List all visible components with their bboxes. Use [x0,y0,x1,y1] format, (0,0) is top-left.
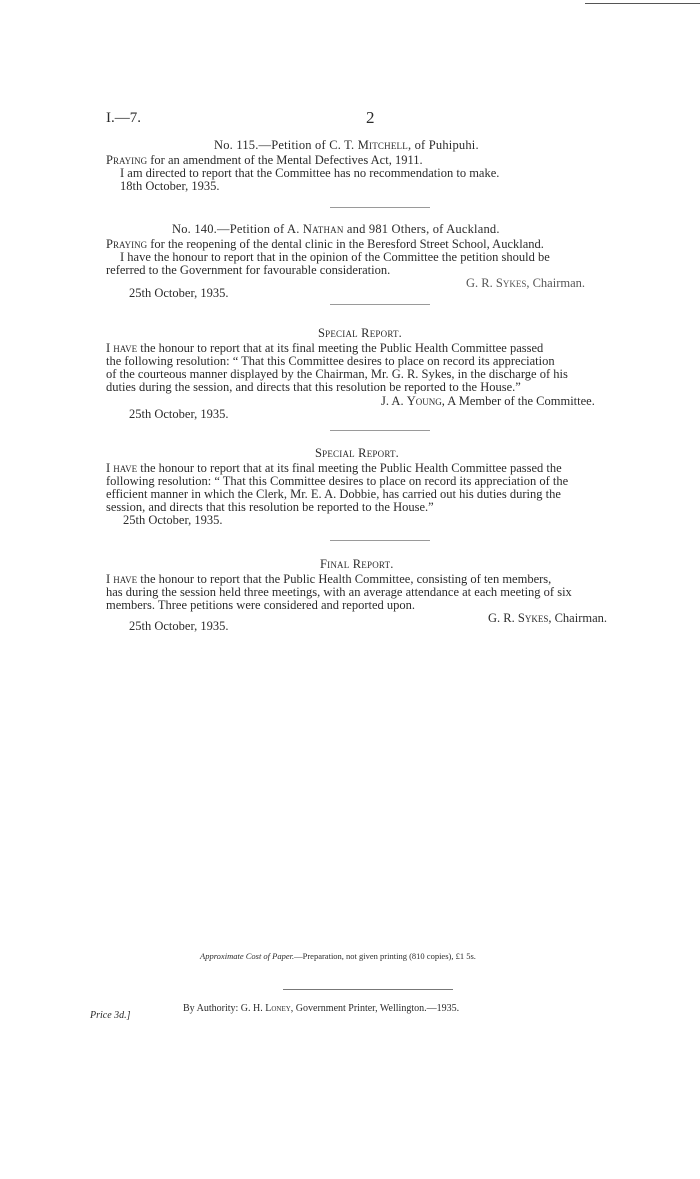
special-report-2-line-2: following resolution: “ That this Committee desires to place on record its appreciation of the [106,474,569,488]
special-report-2-line-1: I have the honour to report that at its final meeting the Public Health Committee passed the [106,461,562,475]
petition-115-title: No. 115.—Petition of C. T. Mitchell, of Puhipuhi. [214,138,479,152]
special-report-1-line-4: duties during the session, and directs that this resolution be reported to the House.” [106,380,521,394]
special-report-1-signature: J. A. Young, A Member of the Committee. [381,394,595,408]
printer-authority-line: By Authority: G. H. Loney, Government Printer, Wellington.—1935. [183,1003,460,1014]
section-divider [330,207,430,208]
final-report-line-3: members. Three petitions were considered and reported upon. [106,598,416,612]
petition-140-report-line-2: referred to the Government for favourable consideration. [106,263,391,277]
petitioner-name: Mitchell [357,138,408,152]
section-divider [330,540,430,541]
special-report-2-date: 25th October, 1935. [123,513,223,527]
special-report-1-line-2: the following resolution: “ That this Committee desires to place on record its appreciation [106,354,555,368]
final-report-heading: Final Report. [320,557,394,571]
paper-reference: I.—7. [106,110,141,126]
special-report-1-heading: Special Report. [318,326,403,340]
special-report-2-line-4: session, and directs that this resolution be reported to the House.” [106,500,434,514]
price-label: Price 3d.] [90,1010,131,1021]
special-report-1-date: 25th October, 1935. [129,407,229,421]
footer-divider [283,989,453,990]
special-report-2-line-3: efficient manner in which the Clerk, Mr. E. A. Dobbie, has carried out his duties during the [106,487,561,501]
cost-of-paper-note: Approximate Cost of Paper.—Preparation, not given printing (810 copies), £1 5s. [200,951,476,961]
petition-140-report-line-1: I have the honour to report that in the opinion of the Committee the petition should be [120,250,550,264]
special-report-1-line-3: of the courteous manner displayed by the Chairman, Mr. G. R. Sykes, in the discharge of his [106,367,568,381]
petition-115-report: I am directed to report that the Committee has no recommendation to make. [120,166,500,180]
petitioner-name: Nathan [302,222,344,236]
petition-140-praying: Praying for the reopening of the dental clinic in the Beresford Street School, Auckland. [106,237,544,251]
final-report-signature: G. R. Sykes, Chairman. [488,611,608,625]
final-report-line-1: I have the honour to report that the Public Health Committee, consisting of ten members, [106,572,552,586]
petition-140-title: No. 140.—Petition of A. Nathan and 981 Others, of Auckland. [172,222,500,236]
final-report-date: 25th October, 1935. [129,619,229,633]
petition-140-signature: G. R. Sykes, Chairman. [466,276,586,290]
section-divider [330,304,430,305]
final-report-line-2: has during the session held three meetings, with an average attendance at each meeting of six [106,585,572,599]
special-report-2-heading: Special Report. [315,446,400,460]
petition-115-date: 18th October, 1935. [120,179,220,193]
top-edge-rule [585,3,700,4]
petition-115-praying: Praying for an amendment of the Mental Defectives Act, 1911. [106,153,423,167]
special-report-1-line-1: I have the honour to report that at its final meeting the Public Health Committee passed [106,341,544,355]
petition-140-date: 25th October, 1935. [129,286,229,300]
page-number: 2 [366,108,375,127]
section-divider [330,430,430,431]
